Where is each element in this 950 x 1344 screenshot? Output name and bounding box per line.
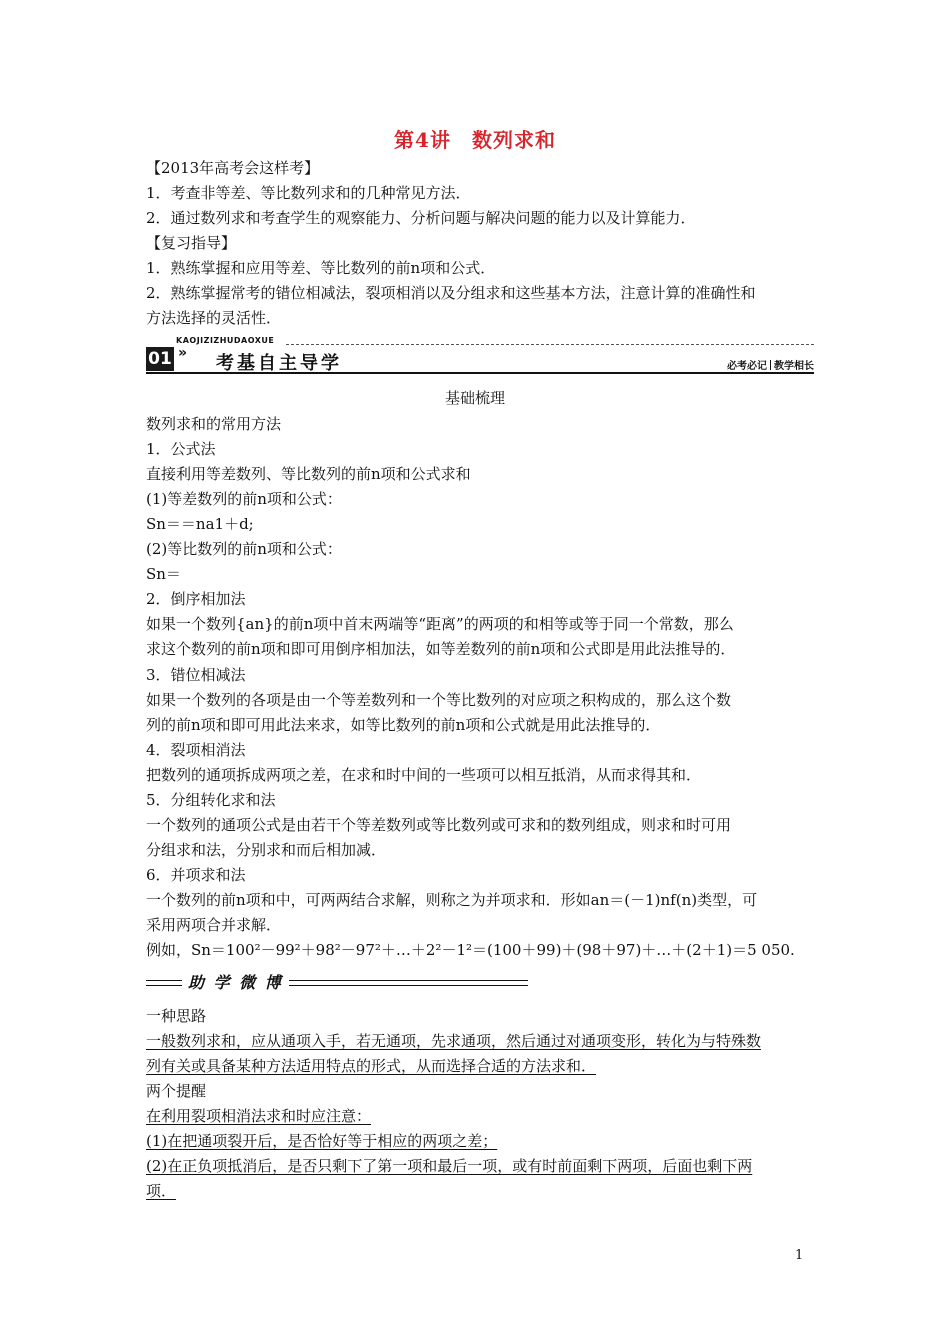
method-1-sub-1: (1)等差数列的前n项和公式： [146, 490, 342, 508]
method-2-line-1: 如果一个数列{an}的前n项中首末两端等“距离”的两项的和相等或等于同一个常数，那么 [146, 615, 734, 633]
method-6-line-2: 采用两项合并求解． [146, 916, 282, 934]
banner-pinyin: KAOJIZIZHUDAOXUE [176, 336, 275, 345]
banner-title: 考基自主导学 [216, 353, 342, 374]
method-5-line-2: 分组求和法，分别求和而后相加减． [146, 841, 387, 859]
banner-right-tag-b: 教学相长 [774, 361, 814, 372]
remind-title: 两个提醒 [146, 1082, 207, 1100]
method-2-title: 2．倒序相加法 [146, 590, 246, 608]
method-3-title: 3．错位相减法 [146, 666, 246, 684]
idea-line-2: 列有关或具备某种方法适用特点的形式，从而选择合适的方法求和． [146, 1057, 597, 1075]
banner-right-tag [727, 357, 814, 372]
help-banner-label: 助 学 微 博 [182, 972, 289, 994]
banner-bottom-rule [146, 372, 814, 374]
review-item-2-line-2: 方法选择的灵活性． [146, 309, 282, 327]
chevron-right-icon: » [178, 345, 188, 361]
review-item-1: 1．熟练掌握和应用等差、等比数列的前n项和公式． [146, 259, 496, 277]
help-banner [146, 972, 528, 994]
remind-item-2-line-1: (2)在正负项抵消后，是否只剩下了第一项和最后一项，或有时前面剩下两项，后面也剩下两 [146, 1157, 753, 1175]
section-subtitle: 基础梳理 [444, 389, 505, 407]
banner-number-badge: 01 [146, 347, 174, 371]
method-6-line-1: 一个数列的前n项和中，可两两结合求解，则称之为并项求和．形如an＝(－1)nf(n)类型，可 [146, 891, 758, 909]
banner-dashed-rule [286, 344, 814, 345]
method-4-title: 4．裂项相消法 [146, 741, 246, 759]
remind-item-1: (1)在把通项裂开后，是否恰好等于相应的两项之差； [146, 1132, 498, 1150]
method-5-title: 5．分组转化求和法 [146, 791, 276, 809]
exam-item-1: 1．考查非等差、等比数列求和的几种常见方法． [146, 184, 471, 202]
method-1-sub-2: (2)等比数列的前n项和公式： [146, 540, 342, 558]
method-1-desc: 直接利用等差数列、等比数列的前n项和公式求和 [146, 465, 471, 483]
methods-heading: 数列求和的常用方法 [146, 415, 282, 433]
review-item-2-line-1: 2．熟练掌握常考的错位相减法，裂项相消以及分组求和这些基本方法，注意计算的准确性和 [146, 284, 756, 302]
method-1-formula-1: Sn＝＝na1＋d; [146, 515, 254, 533]
exam-item-2: 2．通过数列求和考查学生的观察能力、分析问题与解决问题的能力以及计算能力． [146, 209, 696, 227]
idea-line-1: 一般数列求和，应从通项入手，若无通项，先求通项，然后通过对通项变形，转化为与特殊数 [146, 1032, 762, 1050]
method-6-title: 6．并项求和法 [146, 866, 246, 884]
remind-item-2-line-2: 项． [146, 1182, 177, 1200]
method-4-line-1: 把数列的通项拆成两项之差，在求和时中间的一些项可以相互抵消，从而求得其和． [146, 766, 702, 784]
method-1-formula-2: Sn＝ [146, 565, 181, 583]
method-3-line-1: 如果一个数列的各项是由一个等差数列和一个等比数列的对应项之积构成的，那么这个数 [146, 691, 732, 709]
review-header: 【复习指导】 [146, 234, 237, 252]
method-3-line-2: 列的前n项和即可用此法来求，如等比数列的前n项和公式就是用此法推导的． [146, 716, 661, 734]
method-1-title: 1．公式法 [146, 440, 216, 458]
section-banner [146, 335, 814, 377]
remind-intro: 在利用裂项相消法求和时应注意： [146, 1107, 372, 1125]
banner-right-tag-a: 必考必记 [727, 361, 767, 372]
method-2-line-2: 求这个数列的前n项和即可用倒序相加法，如等差数列的前n项和公式即是用此法推导的． [146, 640, 736, 658]
page-title: 第4讲 数列求和 [394, 128, 556, 152]
method-5-line-1: 一个数列的通项公式是由若干个等差数列或等比数列或可求和的数列组成，则求和时可用 [146, 816, 732, 834]
idea-title: 一种思路 [146, 1007, 207, 1025]
page-number: 1 [795, 1248, 804, 1263]
exam-header: 【2013年高考会这样考】 [146, 159, 320, 177]
banner-tag-separator [770, 360, 771, 370]
method-6-example: 例如，Sn＝100²－99²＋98²－97²＋…＋2²－1²＝(100＋99)＋(98＋97)＋…＋(2＋1)＝5 050. [146, 941, 795, 959]
